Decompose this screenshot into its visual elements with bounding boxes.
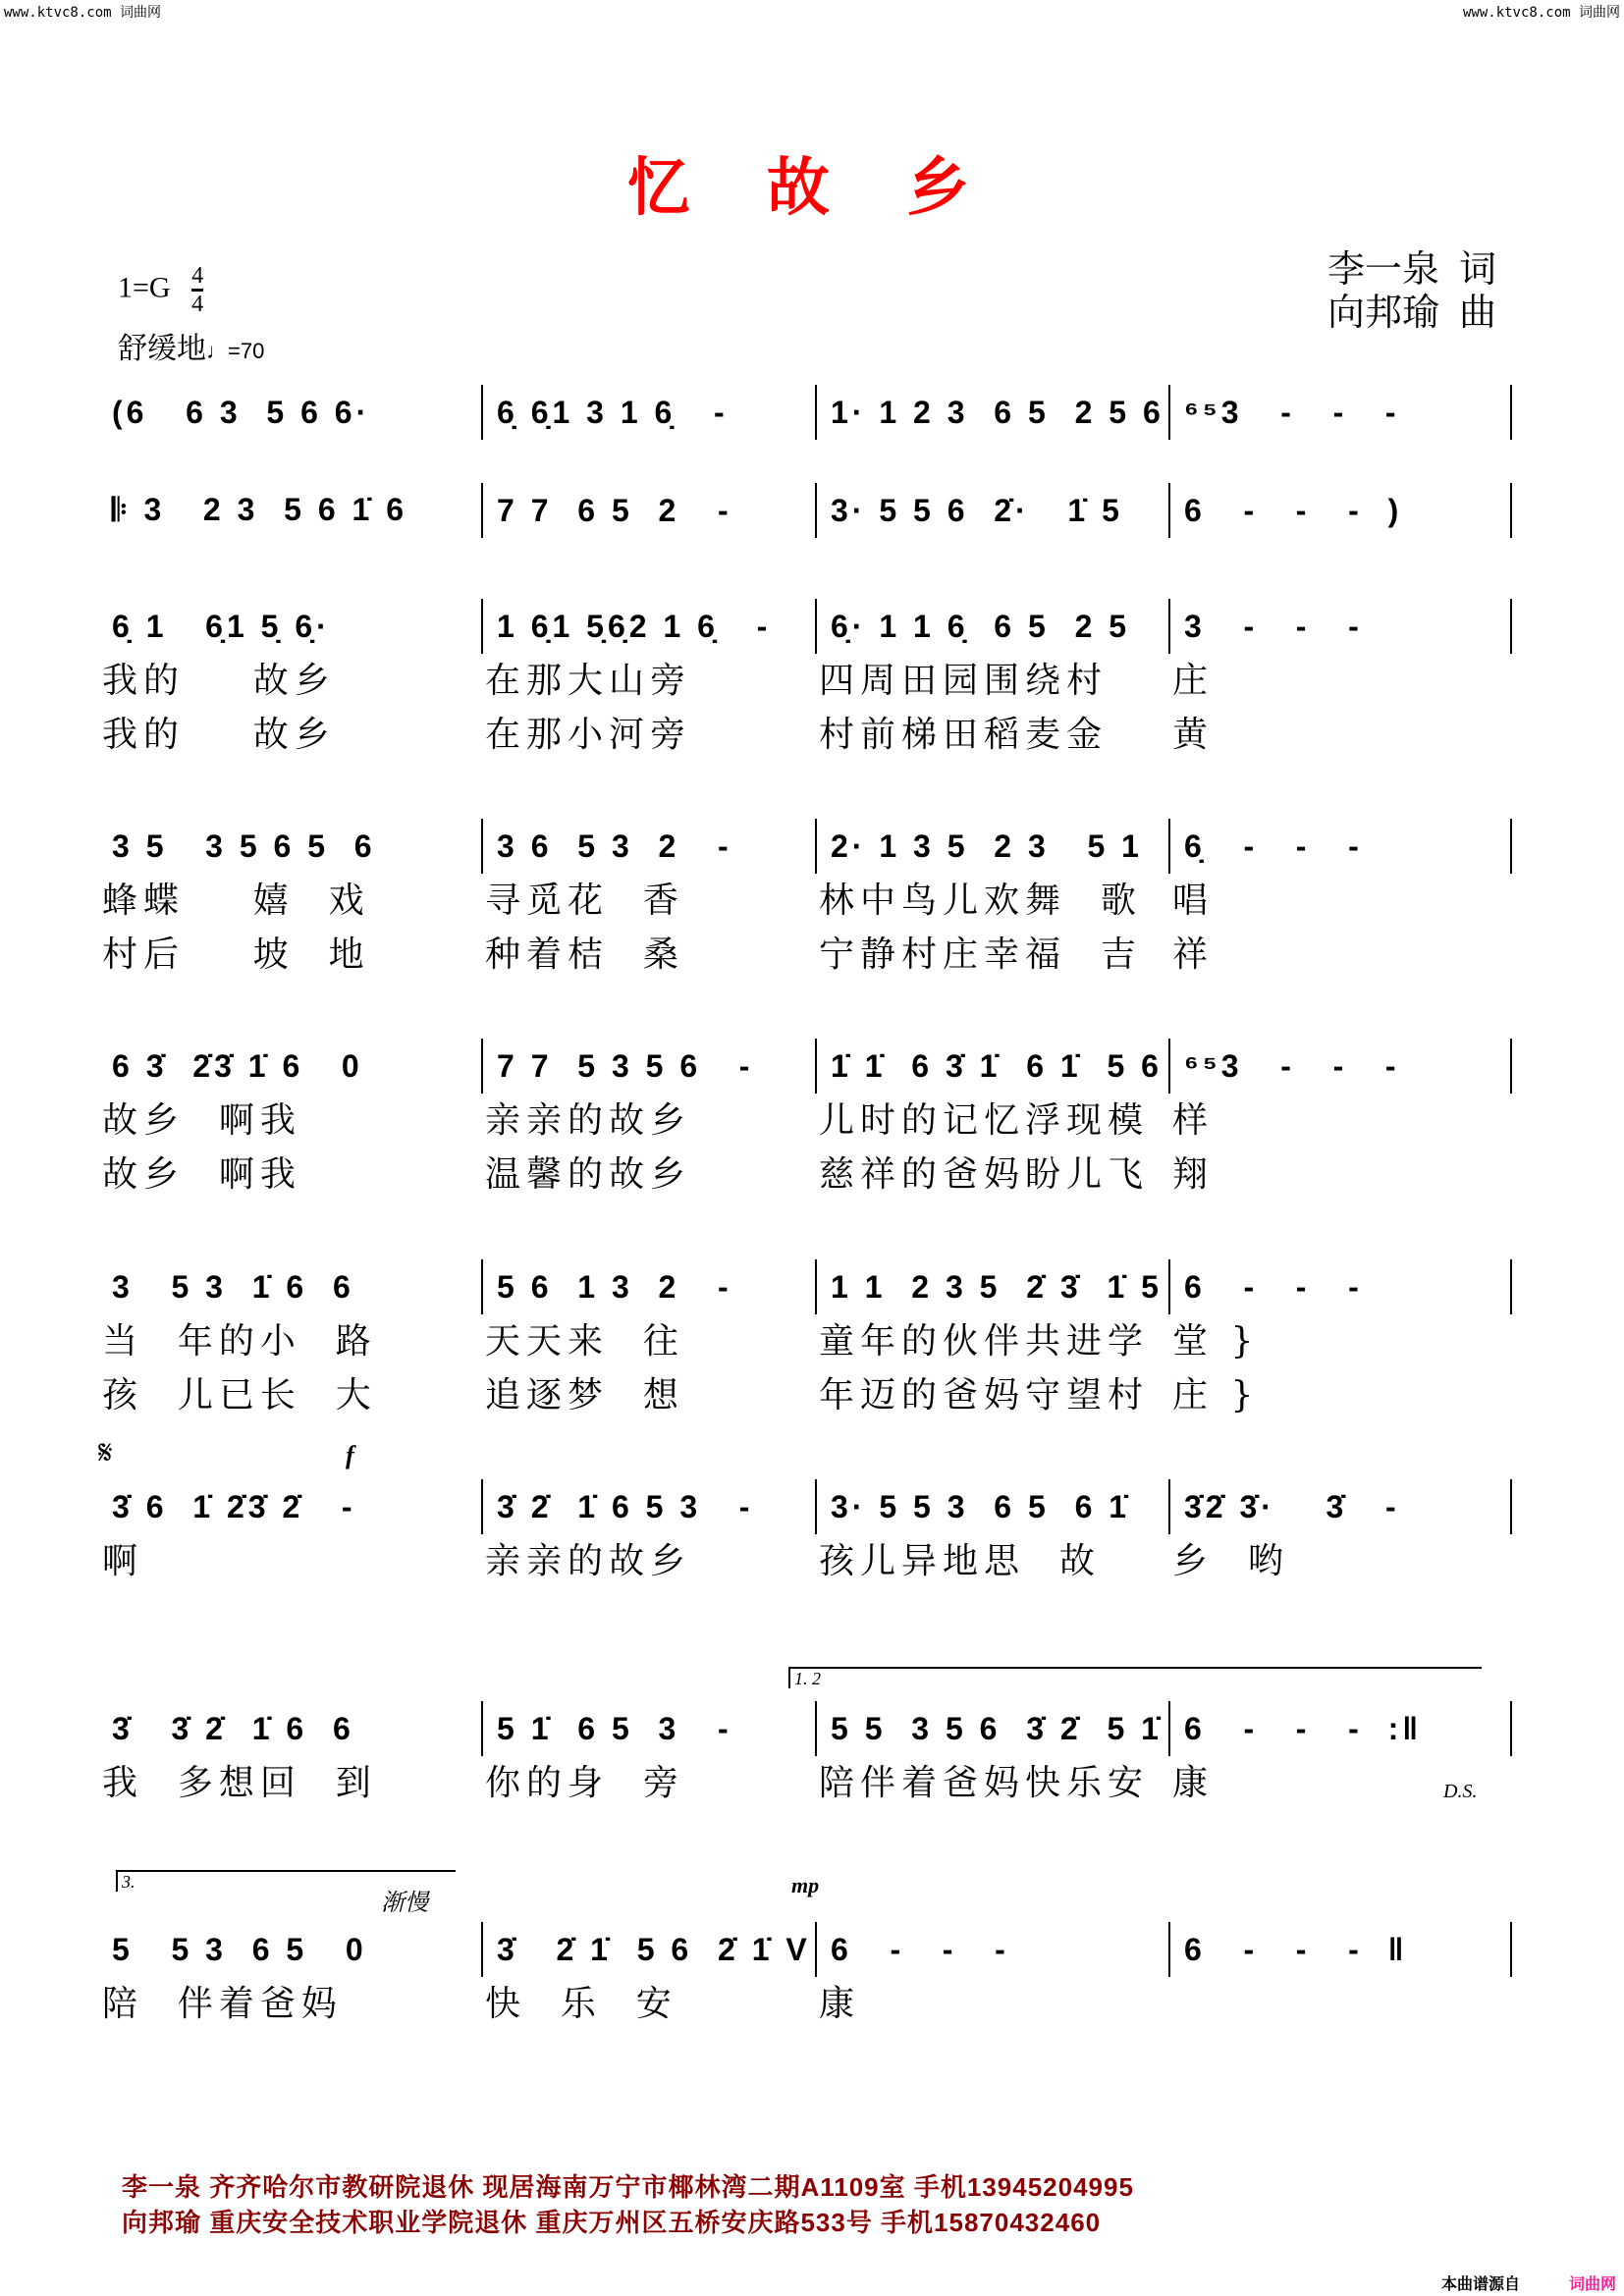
measure: 6 - - - ‖ [1168,1922,1512,1977]
measure: 6 - - - :‖ [1168,1701,1512,1756]
watermark-left: www.ktvc8.com 词曲网 [4,5,162,21]
measure: 2· 1 3 5 2 3 5 1 [815,819,1168,874]
measure: 1 1 2 3 5 2̇ 3̇ 1̇ 5 [815,1259,1168,1314]
measure: 1̇ 1̇ 6 3̇ 1̇ 6 1̇ 5 6 [815,1039,1168,1094]
notes-row [98,1262,1512,1311]
score-system [98,486,1512,535]
lyric-segment: 样 [1172,1100,1215,1141]
watermark-right: www.ktvc8.com 词曲网 [1462,5,1620,21]
lyrics-verse-1 [98,1753,1512,1807]
lyric-segment: 翔 [1172,1154,1215,1195]
lyric-segment: 孩 儿已长 大 [102,1375,377,1415]
measure: 3̇ 6 1̇ 2̇3̇ 2̇ - [112,1488,356,1524]
notes-row [98,822,1512,871]
lyric-segment: 追逐梦 想 [485,1375,684,1415]
mezzo-piano-mark: mp [791,1873,820,1897]
measure: 6̣ 6̣1 3 1 6̣ - [481,385,815,440]
source-note: 本曲谱源自 词曲网 [1440,2276,1616,2293]
lyric-segment: 在那小河旁 [485,715,692,755]
time-top: 4 [191,263,204,289]
tempo [118,324,264,367]
lyric-segment: 天天来 往 [485,1321,684,1362]
time-bottom: 4 [191,292,204,317]
lyric-segment: 堂 } [1172,1321,1260,1362]
song-title: 忆 故 乡 [626,152,998,225]
lyric-segment: 乡 哟 [1172,1541,1289,1581]
lyrics-verse-1 [98,871,1512,925]
lyric-segment: 故乡 啊我 [102,1154,301,1195]
lyric-segment: 亲亲的故乡 [485,1541,692,1581]
score-system [98,1704,1512,1807]
lyric-segment: 在那大山旁 [485,661,692,701]
tempo-bpm: ♩=70 [206,339,265,363]
lyrics-verse-1 [98,1091,1512,1145]
key-signature [118,263,203,317]
lyric-segment: 林中鸟儿欢舞 歌 [819,881,1142,921]
time-signature [191,263,203,317]
lyric-segment: 年迈的爸妈守望村 [819,1375,1150,1415]
lyricist: 李一泉 词 [1326,247,1496,291]
lyric-segment: 温馨的故乡 [485,1154,692,1195]
measure: 5 1̇ 6 5 3 - [481,1701,815,1756]
measure: 3 5 3 1̇ 6 6 [112,1268,354,1305]
lyric-segment: 宁静村庄幸福 吉 [819,934,1142,975]
measure: 6 - - - ) [1168,483,1512,538]
lyric-segment: 村后 坡 地 [102,934,370,975]
footer-line-1: 李一泉 齐齐哈尔市教研院退休 现居海南万宁市椰林湾二期A1109室 手机13945204995 [122,2172,1134,2202]
score-system [98,822,1512,979]
ritard-mark: 渐慢 [381,1891,428,1916]
lyric-segment: 我 多想回 到 [102,1763,377,1803]
lyric-segment: 四周田园围绕村 [819,661,1109,701]
measure: (6 6 3 5 6 6· [112,394,371,430]
measure: 3̇ 2̇ 1̇ 6 5 3 - [481,1479,815,1534]
lyric-segment: 孩儿异地思 故 [819,1541,1101,1581]
measure: 3· 5 5 6 2̇· 1̇ 5 [815,483,1168,538]
measure: 6 3̇ 2̇3̇ 1̇ 6 0 [112,1047,363,1084]
lyrics-verse-2 [98,1365,1512,1419]
lyric-segment: 种着桔 桑 [485,934,684,975]
lyric-segment: 儿时的记忆浮现模 [819,1100,1150,1141]
lyric-segment: 亲亲的故乡 [485,1100,692,1141]
score-system [98,1041,1512,1199]
lyrics-verse-2 [98,925,1512,979]
lyrics-verse-1 [98,1974,1512,2028]
notes-row [98,1041,1512,1091]
lyric-segment: 康 [1172,1763,1215,1803]
lyrics-verse-1 [98,1311,1512,1365]
measure: 6̣ 1 6̣1 5̣ 6̣· [112,608,331,644]
measure: 7 7 5 3 5 6 - [481,1039,815,1094]
segno-icon: 𝄋 [98,1435,113,1471]
lyric-segment: 你的身 旁 [485,1763,684,1803]
lyric-segment: 唱 [1172,881,1215,921]
lyrics-verse-2 [98,705,1512,759]
measure: 6̣ - - - [1168,819,1512,874]
lyric-segment: 庄 } [1172,1375,1260,1415]
lyric-segment: 康 [819,1984,861,2024]
measure: 3̇ 3̇ 2̇ 1̇ 6 6 [112,1710,354,1746]
lyric-segment: 庄 [1172,661,1215,701]
measure: 𝄆 3 2 3 5 6 1̇ 6 [112,492,408,527]
measure: ⁶⁵3 - - - [1168,1039,1512,1094]
forte-mark: f [346,1441,354,1469]
measure: 5 5 3 6 5 0 [112,1931,367,1967]
score-system [98,1925,1512,2028]
measure: 3̇2̇ 3̇· 3̇ - [1168,1479,1512,1534]
lyric-segment: 黄 [1172,715,1215,755]
measure: 5 5 3 5 6 3̇ 2̇ 5 1̇ [815,1701,1168,1756]
lyric-segment: 村前梯田稻麦金 [819,715,1109,755]
lyric-segment: 故乡 啊我 [102,1100,301,1141]
lyric-segment: 祥 [1172,934,1215,975]
key: 1=G [118,271,171,304]
lyric-segment: 陪 伴着爸妈 [102,1984,343,2024]
measure: 3̇ 2̇ 1̇ 5 6 2̇ 1̇ V [481,1922,815,1977]
lyric-segment: 蜂蝶 嬉 戏 [102,881,370,921]
lyric-segment: 慈祥的爸妈盼儿飞 [819,1154,1150,1195]
notes-row [98,1925,1512,1974]
lyric-segment: 快 乐 安 [485,1984,677,2024]
score-system [98,602,1512,759]
tempo-text: 舒缓地 [118,333,206,365]
credits [1327,247,1496,334]
lyric-segment: 寻觅花 香 [485,881,684,921]
measure: 5 6 1 3 2 - [481,1259,815,1314]
volta-3: 3. [116,1870,456,1892]
source-brand-link[interactable]: 词曲网 [1568,2276,1616,2293]
lyric-segment: 我的 故乡 [102,661,336,701]
notes-row [98,602,1512,651]
measure: 1 6̣1 5̣6̣2 1 6̣ - [481,599,815,654]
lyric-segment: 我的 故乡 [102,715,336,755]
notes-row [98,388,1512,437]
lyric-segment: 童年的伙伴共进学 [819,1321,1150,1362]
lyric-segment: 陪伴着爸妈快乐安 [819,1763,1150,1803]
lyrics-verse-1 [98,651,1512,705]
measure: 7 7 6 5 2 - [481,483,815,538]
measure: 6 - - - [815,1922,1168,1977]
score-system [98,388,1512,437]
measure: 1· 1 2 3 6 5 2 5 6 [815,385,1168,440]
lyrics-verse-1 [98,1531,1512,1585]
ds-mark: D.S. [1443,1781,1478,1802]
measure: 6̣· 1 1 6̣ 6 5 2 5 [815,599,1168,654]
volta-1-2: 1. 2 [788,1667,1482,1688]
measure: 3 6 5 3 2 - [481,819,815,874]
measure: ⁶⁵3 - - - [1168,385,1512,440]
lyric-segment: 啊 [102,1541,144,1581]
measure: 3· 5 5 3 6 5 6 1̇ [815,1479,1168,1534]
measure: 3 - - - [1168,599,1512,654]
lyric-segment: 当 年的小 路 [102,1321,377,1362]
notes-row [98,486,1512,535]
composer: 向邦瑜 曲 [1326,291,1496,334]
footer-line-2: 向邦瑜 重庆安全技术职业学院退休 重庆万州区五桥安庆路533号 手机15870432460 [122,2208,1102,2237]
measure: 6 - - - [1168,1259,1512,1314]
measure: 3 5 3 5 6 5 6 [112,828,376,864]
notes-row [98,1482,1512,1531]
lyrics-verse-2 [98,1145,1512,1199]
score-system [98,1482,1512,1585]
notes-row [98,1704,1512,1753]
score-system [98,1262,1512,1419]
